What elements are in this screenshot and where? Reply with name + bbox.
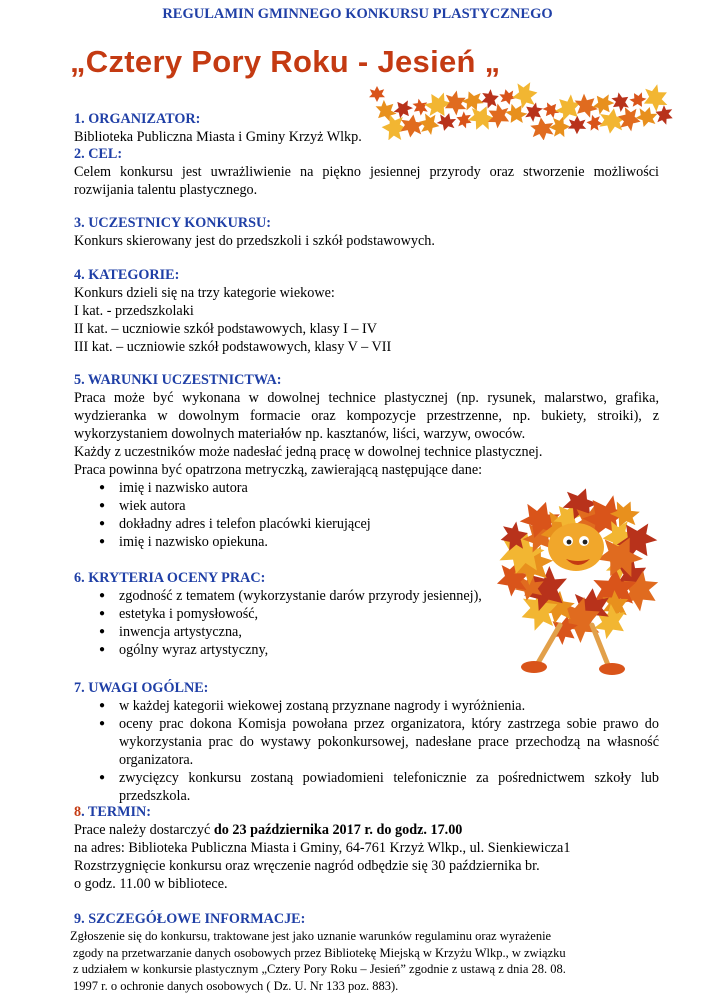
section-goal xyxy=(74,145,659,199)
deadline-address: na adres: Biblioteka Publiczna Miasta i Gminy, 64-761 Krzyż Wlkp., ul. Sienkiewicza1 xyxy=(74,840,571,856)
deadline-results: Rozstrzygnięcie konkursu oraz wręczenie nagród odbędzie się 30 października br. xyxy=(74,858,540,874)
section-categories xyxy=(74,266,659,356)
organizer-text: Biblioteka Publiczna Miasta i Gminy Krzyż Wlkp. xyxy=(74,129,362,145)
conditions-paragraph-2: Każdy z uczestników może nadesłać jedną pracę w dowolnej technice plastycznej. xyxy=(74,444,543,460)
list-item: ● imię i nazwisko opiekuna. xyxy=(74,533,659,551)
goal-heading: 2. CEL: xyxy=(74,146,123,162)
list-item: ● dokładny adres i telefon placówki kierującej xyxy=(74,515,659,533)
remarks-list xyxy=(74,697,659,805)
section-remarks xyxy=(74,679,659,805)
categories-intro: Konkurs dzieli się na trzy kategorie wiekowe: xyxy=(74,285,335,301)
remarks-heading: 7. UWAGI OGÓLNE: xyxy=(74,680,209,696)
list-item: ● imię i nazwisko autora xyxy=(74,479,659,497)
section-conditions xyxy=(74,371,659,551)
conditions-paragraph-3: Praca powinna być opatrzona metryczką, zawierającą następujące dane: xyxy=(74,462,483,478)
criteria-list xyxy=(74,587,659,659)
details-line: Zgłoszenie się do konkursu, traktowane jest jako uznanie warunków regulaminu oraz wyrażenie xyxy=(70,929,552,943)
metadata-list xyxy=(74,479,659,551)
list-item: ● zgodność z tematem (wykorzystanie darów przyrody jesiennej), xyxy=(74,587,659,605)
conditions-paragraph-1: Praca może być wykonana w dowolnej technice plastycznej (np. rysunek, malarstwo, grafika, wydzieranka w dowolnym formacie oraz kompozycje przestrzenne, np. bukiety, stroiki), z wykorzystaniem dowolnych materiałów np. kasztanów, liści, warzyw, owoców. xyxy=(74,390,659,442)
details-heading: 9. SZCZEGÓŁOWE INFORMACJE: xyxy=(74,911,306,927)
contest-title: „Cztery Pory Roku - Jesień „ xyxy=(70,44,501,79)
deadline-prefix: Prace należy dostarczyć xyxy=(74,822,214,838)
participants-heading: 3. UCZESTNICY KONKURSU: xyxy=(74,215,271,231)
deadline-date: do 23 października 2017 r. do godz. 17.00 xyxy=(213,822,463,838)
section-details xyxy=(70,910,670,994)
organizer-heading: 1. ORGANIZATOR: xyxy=(74,111,201,127)
list-item: ● zwycięzcy konkursu zostaną powiadomieni telefonicznie za pośrednictwem szkoły lub przedszkola. xyxy=(74,769,659,805)
deadline-heading-number: 8 xyxy=(74,804,82,820)
section-participants xyxy=(74,214,659,250)
section-organizer xyxy=(74,110,659,146)
list-item: ● w każdej kategorii wiekowej zostaną przyznane nagrody i wyróżnienia. xyxy=(74,697,659,715)
details-line: z udziałem w konkursie plastycznym „Cztery Pory Roku – Jesień” zgodnie z ustawą z dnia 28. 08. xyxy=(73,962,566,976)
conditions-heading: 5. WARUNKI UCZESTNICTWA: xyxy=(74,372,282,388)
category-item: I kat. - przedszkolaki xyxy=(74,303,194,319)
list-item: ● oceny prac dokona Komisja powołana przez organizatora, który zastrzega sobie prawo do wykorzystania prac do wystawy pokonkursowej, nadesłane prace przechodzą na własność organizatora. xyxy=(74,715,659,769)
deadline-time: o godz. 11.00 w bibliotece. xyxy=(74,876,228,892)
deadline-heading: . TERMIN: xyxy=(81,804,151,820)
list-item: ● inwencja artystyczna, xyxy=(74,623,659,641)
category-item: III kat. – uczniowie szkół podstawowych, klasy V – VII xyxy=(74,339,392,355)
leaf-shape xyxy=(627,89,649,111)
list-item: ● estetyka i pomysłowość, xyxy=(74,605,659,623)
category-item: II kat. – uczniowie szkół podstawowych, klasy I – IV xyxy=(74,321,377,337)
list-item: ● ogólny wyraz artystyczny, xyxy=(74,641,659,659)
goal-text: Celem konkursu jest uwrażliwienie na piękno jesiennej przyrody oraz stworzenie możliwości rozwijania talentu plastycznego. xyxy=(74,164,659,198)
details-line: zgody na przetwarzanie danych osobowych przez Bibliotekę Miejską w Krzyżu Wlkp., w związku xyxy=(73,945,566,960)
section-deadline xyxy=(74,803,659,893)
details-line: 1997 r. o ochronie danych osobowych ( Dz. U. Nr 133 poz. 883). xyxy=(73,978,399,993)
categories-heading: 4. KATEGORIE: xyxy=(74,267,180,283)
section-criteria xyxy=(74,569,659,659)
regulation-title: REGULAMIN GMINNEGO KONKURSU PLASTYCZNEGO xyxy=(162,6,553,22)
leaf-shape xyxy=(369,86,385,102)
participants-text: Konkurs skierowany jest do przedszkoli i szkół podstawowych. xyxy=(74,233,435,249)
criteria-heading: 6. KRYTERIA OCENY PRAC: xyxy=(74,570,266,586)
list-item: ● wiek autora xyxy=(74,497,659,515)
